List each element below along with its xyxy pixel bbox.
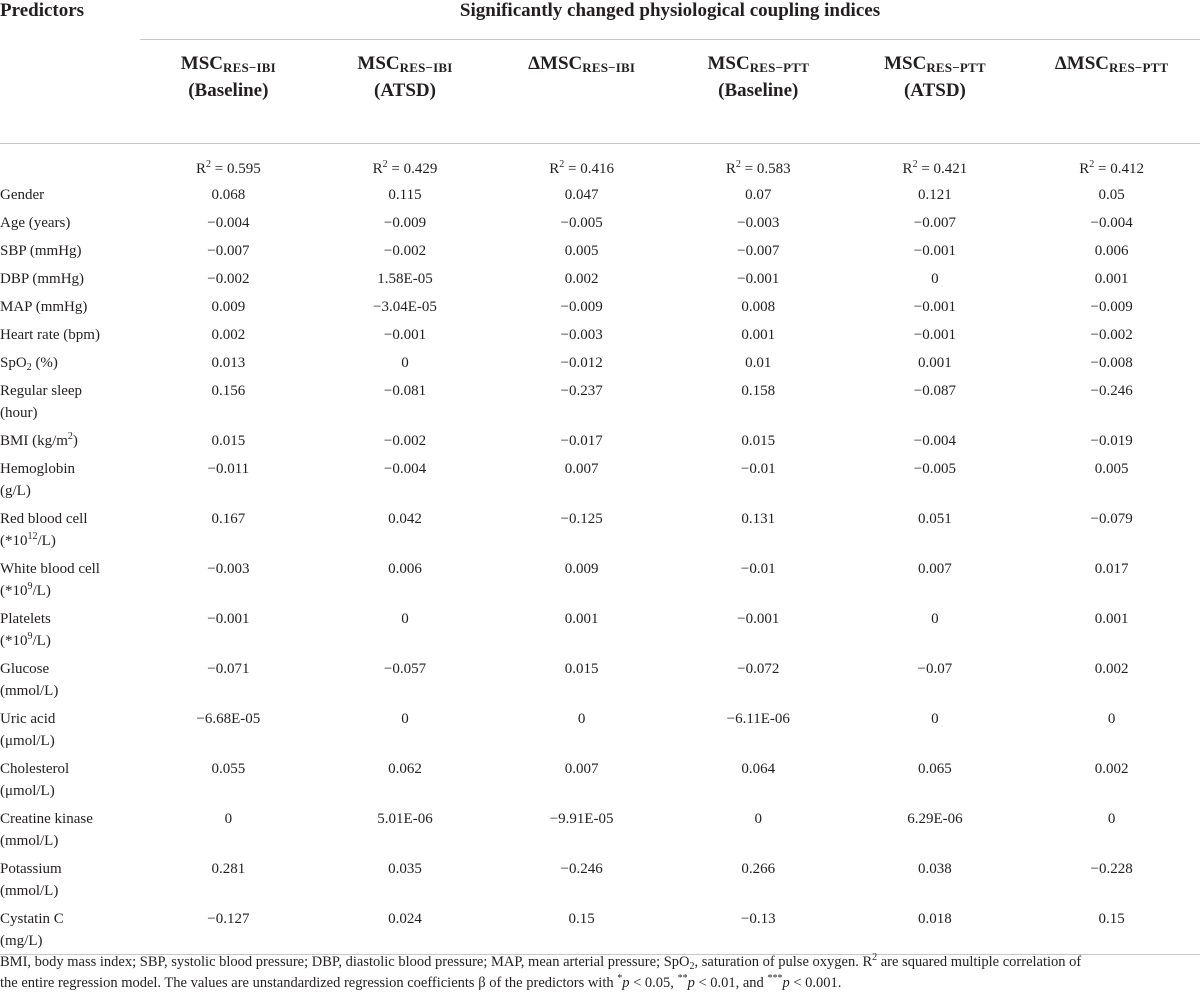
table-cell: 0.002 xyxy=(1094,661,1129,677)
empty-header-cell xyxy=(0,40,140,144)
table-cell: −0.009 xyxy=(383,215,427,231)
table-cell: 0.055 xyxy=(211,761,246,777)
table-row xyxy=(0,554,1200,604)
table-cell: −0.228 xyxy=(1090,861,1133,877)
table-cell: −0.087 xyxy=(913,383,957,399)
table-cell: −0.007 xyxy=(207,243,250,259)
table-cell: 0.131 xyxy=(741,511,776,527)
table-cell: −0.01 xyxy=(740,561,776,577)
table-cell: 0.062 xyxy=(388,761,422,777)
table-cell: −0.246 xyxy=(560,861,603,877)
r-squared-cell: $R^2 = 0.429$ xyxy=(372,159,438,177)
column-header-5 xyxy=(847,40,1024,144)
table-cell: 0.167 xyxy=(211,511,246,527)
table-cell: 0.158 xyxy=(741,383,776,399)
row-label: Platelets $(*10^9/L)$ xyxy=(0,611,51,649)
column-header-6 xyxy=(1023,40,1200,144)
table-cell: 0.064 xyxy=(741,761,776,777)
r-squared-cell: $R^2 = 0.583$ xyxy=(725,159,791,177)
table-cell: −0.009 xyxy=(560,299,603,315)
table-cell: −0.004 xyxy=(383,461,427,477)
table-row xyxy=(0,754,1200,804)
column-condition: (Baseline) xyxy=(718,80,799,101)
table-cell: −0.009 xyxy=(1090,299,1133,315)
table-cell: −0.13 xyxy=(670,904,847,955)
table-cell: −0.237 xyxy=(560,383,603,399)
table-cell: 0.042 xyxy=(388,511,422,527)
row-label: DBP (mmHg) xyxy=(0,271,85,287)
column-subscript: RES−IBI xyxy=(399,60,453,75)
table-cell: 0.002 xyxy=(564,271,599,287)
column-measure: MSC xyxy=(1066,53,1109,74)
table-cell: 0.038 xyxy=(918,861,952,877)
table-cell: 0.156 xyxy=(211,383,246,399)
table-cell: 0.018 xyxy=(847,904,1024,955)
row-label: Gender xyxy=(0,187,45,203)
empty-r2-cell xyxy=(0,144,140,181)
column-measure: MSC xyxy=(707,53,750,74)
column-header-title xyxy=(1024,52,1199,79)
table-cell: 0.009 xyxy=(564,561,599,577)
table-cell: 0 xyxy=(1107,711,1116,727)
row-label: Creatine kinase (mmol/L) xyxy=(0,811,93,849)
table-cell: −0.125 xyxy=(560,511,603,527)
predictors-header: Predictors xyxy=(0,0,85,21)
r-squared-cell: $R^2 = 0.595$ xyxy=(195,159,261,177)
table-cell: 0.017 xyxy=(1094,561,1129,577)
table-cell: −0.002 xyxy=(207,271,250,287)
column-subscript: RES−PTT xyxy=(1109,60,1169,75)
table-cell: 0.007 xyxy=(564,461,599,477)
column-measure: MSC xyxy=(540,53,583,74)
column-header-title xyxy=(671,52,846,79)
table-row xyxy=(0,208,1200,236)
table-cell: 0 xyxy=(754,811,763,827)
table-cell: 0.024 xyxy=(317,904,494,955)
table-cell: 0.15 xyxy=(1023,904,1200,955)
row-label: Glucose (mmol/L) xyxy=(0,661,59,699)
column-header-title xyxy=(141,52,316,79)
table-cell: −0.001 xyxy=(737,611,780,627)
column-subscript: RES−PTT xyxy=(926,60,986,75)
table-row xyxy=(0,804,1200,854)
column-subscript: RES−IBI xyxy=(223,60,276,75)
table-cell: −0.001 xyxy=(383,327,427,343)
row-label: SBP (mmHg) xyxy=(0,243,82,259)
table-cell: 0.01 xyxy=(745,355,772,371)
table-cell: 0.015 xyxy=(211,433,246,449)
table-cell: 0.035 xyxy=(388,861,422,877)
table-cell: −0.004 xyxy=(207,215,250,231)
column-header-row xyxy=(0,40,1200,144)
row-label: Potassium (mmol/L) xyxy=(0,861,62,899)
r-squared-cell: $R^2 = 0.421$ xyxy=(902,159,968,177)
table-cell: −0.007 xyxy=(737,243,780,259)
row-label: Uric acid (μmol/L) xyxy=(0,711,56,749)
row-label: Cystatin C (mg/L) xyxy=(0,904,140,955)
table-cell: −0.019 xyxy=(1090,433,1133,449)
table-cell: 0.008 xyxy=(741,299,776,315)
table-cell: 0.001 xyxy=(741,327,776,343)
column-subscript: RES−PTT xyxy=(749,60,810,75)
table-cell: 0.001 xyxy=(1094,611,1129,627)
column-header-3 xyxy=(493,40,670,144)
table-cell: −0.003 xyxy=(737,215,780,231)
table-cell: −0.003 xyxy=(560,327,603,343)
table-cell: 0.121 xyxy=(918,187,952,203)
table-cell: 0.005 xyxy=(564,243,599,259)
row-label: BMI $(kg/m^2)$ xyxy=(0,431,78,449)
table-title-row xyxy=(0,0,1200,40)
table-cell: 0 xyxy=(931,611,939,627)
table-cell: 0.07 xyxy=(745,187,772,203)
r-squared-row xyxy=(0,144,1200,181)
footnote-line-2: the entire regression model. The values are unstandardized regression coefficients β of the predictors with *p < 0.05, **p < 0.01, and ***p < 0.001. xyxy=(0,973,842,991)
table-cell: −0.005 xyxy=(913,461,957,477)
row-label: Regular sleep (hour) xyxy=(0,383,83,421)
table-cell: 0.006 xyxy=(388,561,422,577)
table-cell: 0 xyxy=(577,711,586,727)
table-cell: 0.005 xyxy=(1094,461,1129,477)
table-cell: −0.01 xyxy=(740,461,776,477)
table-cell: −0.079 xyxy=(1090,511,1133,527)
table-cell: −6.11E-06 xyxy=(726,711,790,727)
column-condition: (Baseline) xyxy=(188,80,269,101)
table-cell: 0.05 xyxy=(1098,187,1125,203)
table-cell: −0.003 xyxy=(207,561,250,577)
table-cell: 0 xyxy=(931,271,939,287)
table-cell: −0.012 xyxy=(560,355,603,371)
table-cell: −0.017 xyxy=(560,433,603,449)
table-cell: 0.001 xyxy=(1094,271,1129,287)
table-cell: 0.001 xyxy=(564,611,599,627)
row-label: Red blood cell $(*10^{12}/L)$ xyxy=(0,511,88,549)
table-cell: −0.011 xyxy=(207,461,250,477)
table-cell: 0 xyxy=(401,355,409,371)
table-cell: −0.002 xyxy=(383,243,427,259)
table-row xyxy=(0,504,1200,554)
table-row xyxy=(0,604,1200,654)
delta-symbol: Δ xyxy=(528,53,541,74)
table-row xyxy=(0,426,1200,454)
table-cell: −0.001 xyxy=(207,611,250,627)
row-label: Heart rate (bpm) xyxy=(0,327,100,343)
table-cell: −0.008 xyxy=(1090,355,1133,371)
row-label: White blood cell $(*10^9/L)$ xyxy=(0,561,100,599)
table-cell: −3.04E-05 xyxy=(373,299,437,315)
table-row xyxy=(0,654,1200,704)
row-label: Hemoglobin (g/L) xyxy=(0,461,75,499)
column-header-4 xyxy=(670,40,847,144)
column-subscript: RES−IBI xyxy=(582,60,636,75)
table-cell: −0.002 xyxy=(383,433,427,449)
table-row xyxy=(0,236,1200,264)
table-cell: −0.002 xyxy=(1090,327,1133,343)
table-row xyxy=(0,904,1200,955)
table-cell: 0.068 xyxy=(211,187,246,203)
table-cell: −0.001 xyxy=(913,327,957,343)
table-cell: 0.006 xyxy=(1094,243,1129,259)
table-cell: −0.001 xyxy=(913,243,957,259)
table-cell: 0.281 xyxy=(211,861,246,877)
table-cell: −0.081 xyxy=(383,383,427,399)
table-footnote xyxy=(0,952,1200,994)
table-cell: 0.051 xyxy=(918,511,952,527)
column-measure: MSC xyxy=(180,53,224,74)
row-label: SpO$_2$ (%) xyxy=(0,355,58,373)
column-header-2 xyxy=(317,40,494,144)
table-cell: −0.057 xyxy=(383,661,427,677)
r-squared-cell: $R^2 = 0.412$ xyxy=(1079,159,1144,177)
table-cell: 0.065 xyxy=(918,761,952,777)
r-squared-cell: $R^2 = 0.416$ xyxy=(549,159,614,177)
table-row xyxy=(0,292,1200,320)
table-cell: −0.127 xyxy=(140,904,317,955)
table-cell: 0.013 xyxy=(211,355,246,371)
group-header: Significantly changed physiological coupling indices xyxy=(140,0,1200,40)
column-header-title xyxy=(848,52,1023,79)
table-cell: −9.91E-05 xyxy=(549,811,614,827)
column-condition: (ATSD) xyxy=(903,80,966,101)
table-row xyxy=(0,704,1200,754)
delta-symbol: Δ xyxy=(1054,53,1067,74)
table-cell: −0.004 xyxy=(1090,215,1133,231)
column-header-title xyxy=(494,52,669,79)
table-row xyxy=(0,320,1200,348)
table-cell: −0.005 xyxy=(560,215,603,231)
table-cell: −0.072 xyxy=(737,661,780,677)
table-cell: 0.007 xyxy=(564,761,599,777)
table-cell: 0 xyxy=(931,711,939,727)
footnote-line-1: BMI, body mass index; SBP, systolic blood pressure; DBP, diastolic blood pressure; MAP, mean arterial pressure; SpO$_2$, saturation of pulse oxygen. $R^2$ are squared multiple correlation of xyxy=(0,952,1082,972)
table-row xyxy=(0,264,1200,292)
table-cell: −0.246 xyxy=(1090,383,1133,399)
table-cell: −0.004 xyxy=(913,433,957,449)
table-row xyxy=(0,454,1200,504)
table-cell: −0.001 xyxy=(737,271,780,287)
column-measure: MSC xyxy=(357,53,400,74)
table-cell: 0.007 xyxy=(918,561,952,577)
row-label: Age (years) xyxy=(0,215,71,231)
column-measure: MSC xyxy=(884,53,927,74)
column-header-title xyxy=(318,52,493,79)
table-cell: 6.29E-06 xyxy=(907,811,963,827)
table-cell: 1.58E-05 xyxy=(377,271,433,287)
column-header-1 xyxy=(140,40,317,144)
table-row xyxy=(0,348,1200,376)
table-cell: 0.015 xyxy=(741,433,776,449)
table-row xyxy=(0,180,1200,208)
table-cell: 5.01E-06 xyxy=(377,811,433,827)
table-cell: −0.071 xyxy=(207,661,250,677)
table-cell: 0.115 xyxy=(388,187,422,203)
table-cell: −0.007 xyxy=(913,215,957,231)
table-cell: 0.047 xyxy=(564,187,599,203)
table-row xyxy=(0,854,1200,904)
table-cell: 0 xyxy=(224,811,233,827)
table-cell: 0 xyxy=(1107,811,1116,827)
table-cell: 0.15 xyxy=(493,904,670,955)
column-condition: (ATSD) xyxy=(374,80,436,101)
table-cell: −0.001 xyxy=(913,299,957,315)
table-cell: 0 xyxy=(401,611,409,627)
table-cell: −0.07 xyxy=(917,661,953,677)
table-cell: 0.266 xyxy=(741,861,776,877)
table-cell: 0.009 xyxy=(211,299,246,315)
row-label: MAP (mmHg) xyxy=(0,299,88,315)
row-label: Cholesterol (μmol/L) xyxy=(0,761,70,799)
table-cell: 0 xyxy=(401,711,409,727)
table-cell: −6.68E-05 xyxy=(196,711,261,727)
table-cell: 0.002 xyxy=(211,327,246,343)
table-row xyxy=(0,376,1200,426)
table-cell: 0.015 xyxy=(564,661,599,677)
table-cell: 0.002 xyxy=(1094,761,1129,777)
table-cell: 0.001 xyxy=(918,355,952,371)
